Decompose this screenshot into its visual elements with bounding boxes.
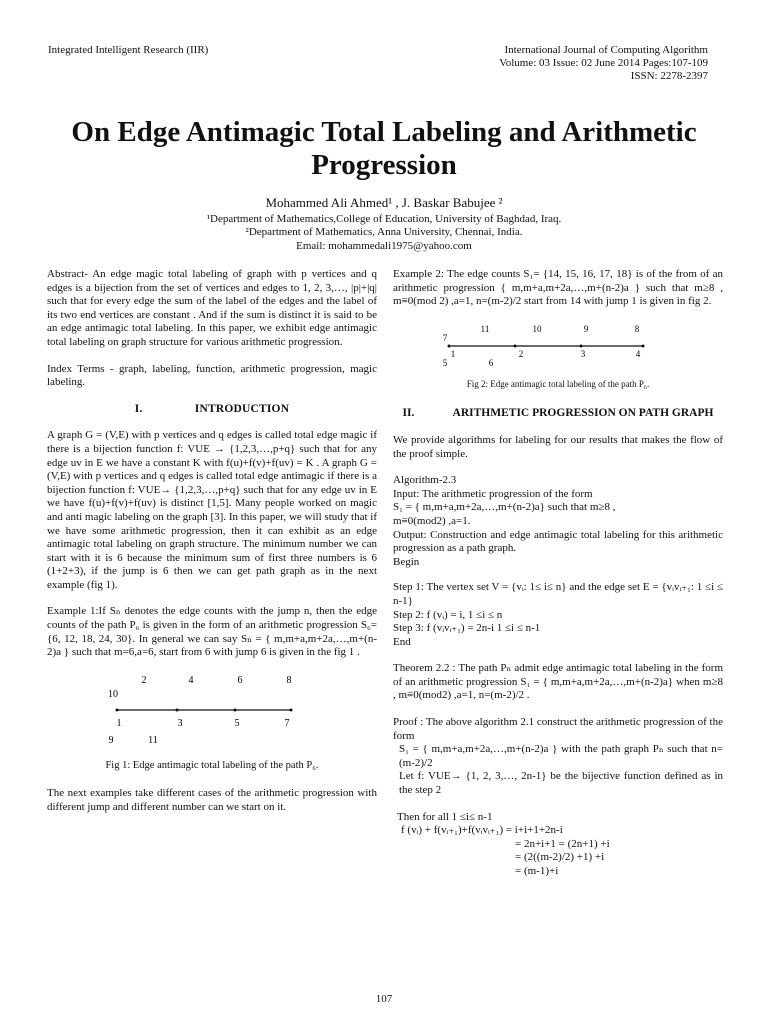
proof-block (393, 716, 723, 798)
section-number: I. (134, 402, 143, 415)
fig1-vertex (290, 708, 293, 711)
fig2-label: 8 (634, 323, 640, 334)
fig2-label: 11 (480, 323, 490, 334)
fig1-label: 1 (116, 717, 122, 729)
fig2-label: 9 (583, 323, 589, 334)
fig1-vertex (176, 708, 179, 711)
journal-name: International Journal of Computing Algorithm (504, 44, 708, 56)
derivation-line: = (2((m-2)/2) +1) +i (515, 851, 605, 864)
algorithm-end: End (393, 635, 411, 648)
fig1-label: 4 (188, 674, 194, 686)
fig1-label: 11 (148, 734, 158, 746)
algorithm-input: S₁ = { m,m+a,m+2a,…,m+(n-2)a} such that m≥8 , (393, 501, 616, 514)
fig2-label: 7 (442, 332, 448, 343)
journal-info (499, 44, 708, 83)
fig1-label: 7 (284, 717, 290, 729)
fig2-label: 4 (635, 348, 641, 359)
section-heading-arithmetic-progression (393, 406, 723, 420)
fig1-label: 2 (141, 674, 147, 686)
section-title: ARITHMETIC PROGRESSION ON PATH GRAPH (452, 406, 714, 419)
algorithm-name: Algorithm-2.3 (393, 474, 457, 487)
algorithm-output: Output: Construction and edge antimagic total labeling for this arithmetic progression as a path graph. (393, 528, 723, 555)
section-number: II. (402, 406, 415, 419)
fig2-vertex (642, 344, 645, 347)
left-column (47, 268, 377, 827)
figure-2-caption: Fig 2: Edge antimagic total labeling of the path P₆. (466, 379, 650, 390)
section-title: INTRODUCTION (194, 402, 290, 415)
paper-title (30, 116, 738, 182)
algorithm-input: Input: The arithmetic progression of the form (393, 487, 593, 500)
algorithm-step: Step 3: f (vᵢvᵢ₊₁) = 2n-i 1 ≤i ≤ n-1 (393, 622, 541, 635)
email: Email: mohammedali1975@yahoo.com (296, 239, 472, 252)
journal-volume: Volume: 03 Issue: 02 June 2014 Pages:107-109 (499, 57, 708, 69)
fig2-label: 5 (442, 357, 448, 368)
page-number: 107 (375, 993, 393, 1005)
figure-2-path-graph (393, 322, 723, 370)
algorithm-block (393, 474, 723, 649)
section-heading-introduction (47, 403, 377, 417)
fig1-label: 3 (177, 717, 183, 729)
fig1-label: 6 (237, 674, 243, 686)
fig1-label: 10 (108, 688, 118, 700)
proof-line: S₁ = { m,m+a,m+2a,…,m+(n-2)a } with the path graph Pₙ such that n=(m-2)/2 (399, 743, 723, 769)
fig2-label: 2 (518, 348, 524, 359)
abstract: Abstract- An edge magic total labeling of graph with p vertices and q edges is a bijection from the set of vertices and edges to 1, 2, 3,…, |p|+|q| such that for every edge the sum of the label of the edges and the label of its two end vertices are constant . And if the sum is distinct it is said to be an edge antimagic total labeling. In this paper, we exhibit edge antimagic total labeling on graph structure for various arithmetic progression. (47, 268, 377, 348)
example-2: Example 2: The edge counts S₁= {14, 15, 16, 17, 18} is of the from of an arithmetic progression { m,m+a,m+2a,…,m+(n-2)a } such that m≥8 , m≡0(mod 2) ,a=1, n=(m-2)/2 start from 14 with jump 1 is given in fig 2. (393, 268, 723, 308)
fig2-vertex (580, 344, 583, 347)
fig1-vertex (234, 708, 237, 711)
derivation-line: f (vᵢ) + f(vᵢ₊₁)+f(vᵢvᵢ₊₁) = i+i+1+2n-i (401, 824, 563, 837)
affiliation-2: ²Department of Mathematics, Anna University, Chennai, India. (245, 226, 523, 239)
fig2-vertex (514, 344, 517, 347)
journal-publisher: Integrated Intelligent Research (IIR) (48, 44, 209, 56)
title-line-2: Progression (311, 149, 457, 181)
fig2-label: 1 (450, 348, 456, 359)
figure-1-caption: Fig 1: Edge antimagic total labeling of the path P₆. (105, 760, 319, 772)
title-line-1: On Edge Antimagic Total Labeling and Arithmetic (71, 116, 697, 148)
journal-issn: ISSN: 2278-2397 (630, 70, 708, 82)
fig2-label: 6 (488, 357, 494, 368)
algorithm-input: m≡0(mod2) ,a=1. (393, 514, 471, 527)
derivation-block (393, 811, 723, 879)
algorithm-step: Step 1: The vertex set V = {vᵢ: 1≤ i≤ n} and the edge set E = {vᵢvᵢ₊₁: 1 ≤i ≤ n-1} (393, 581, 723, 607)
algorithm-begin: Begin (393, 555, 420, 568)
fig2-vertex (448, 344, 451, 347)
provide-paragraph: We provide algorithms for labeling for our results that makes the flow of the proof simple. (393, 433, 723, 460)
proof-line: Let f: VUE→ {1, 2, 3,…, 2n-1} be the bijective function defined as in the step 2 (399, 770, 723, 797)
derivation-line: = (m-1)+i (515, 865, 559, 877)
algorithm-step: Step 2: f (vᵢ) = i, 1 ≤i ≤ n (393, 608, 503, 621)
fig2-label: 3 (580, 348, 586, 359)
figure-1-path-graph (47, 673, 377, 751)
fig1-label: 8 (286, 674, 292, 686)
authors: Mohammed Ali Ahmed¹ , J. Baskar Babujee ² (265, 195, 503, 210)
fig1-label: 9 (108, 734, 114, 746)
index-terms: Index Terms - graph, labeling, function, arithmetic progression, magic labeling. (47, 362, 377, 389)
affiliation-1: ¹Department of Mathematics,College of Education, University of Baghdad, Iraq. (206, 213, 562, 225)
proof-line: Proof : The above algorithm 2.1 construct the arithmetic progression of the form (393, 716, 723, 742)
theorem: Theorem 2.2 : The path Pₙ admit edge antimagic total labeling in the form of an arithmetic progression S₁ = { m,m+a,m+2a,…,m+(n-2)a} when m≥8 , m≡0(mod2) ,a=1, n=(m-2)/2 . (393, 662, 723, 702)
fig1-label: 5 (234, 717, 240, 729)
derivation-line: Then for all 1 ≤i≤ n-1 (397, 810, 493, 823)
right-column (393, 268, 723, 879)
fig2-label: 10 (532, 323, 542, 334)
derivation-line: = 2n+i+1 = (2n+1) +i (515, 837, 610, 850)
example-1: Example 1:If Sₙ denotes the edge counts with the jump n, then the edge counts of the path P₆ is given in the form of an arithmetic progression S₆= {6, 12, 18, 24, 30}. In general we can say Sₙ = { m,m+a,m+2a,…,m+(n-2)a } such that m=6,a=6, start from 6 with jump 6 is given in the fig 1 . (47, 605, 377, 659)
fig1-vertex (116, 708, 119, 711)
intro-paragraph: A graph G = (V,E) with p vertices and q edges is called total edge magic if there is a bijection function f: VUE → {1,2,3,…,p+q} such that for any edge uv in E we have a constant K with f(u)+f(v)+f(uv) = K . A graph G = (V,E) with p vertices and q edges is called total edge antimagic if there is a bijection function f: VUE→ {1,2,3,…,p+q} such that for any edge uv in E we have f(u)+f(v)+f(uv) is distinct [1,5]. Many people worked on magic and anti magic labeling on the graph [3]. In this paper, we will study that if we have some arithmetic progression, then it can exhibit as an edge antimagic total labeling on graph structure. The minimum number we can start with it is 6 because the minimum sum of first three numbers is 6 (1+2+3), if the jump is 6 then we can get path graph as in the next example (fig 1). (47, 429, 377, 591)
next-examples-paragraph: The next examples take different cases of the arithmetic progression with different jump and different number can we start on it. (47, 787, 377, 813)
affiliations (0, 213, 768, 253)
